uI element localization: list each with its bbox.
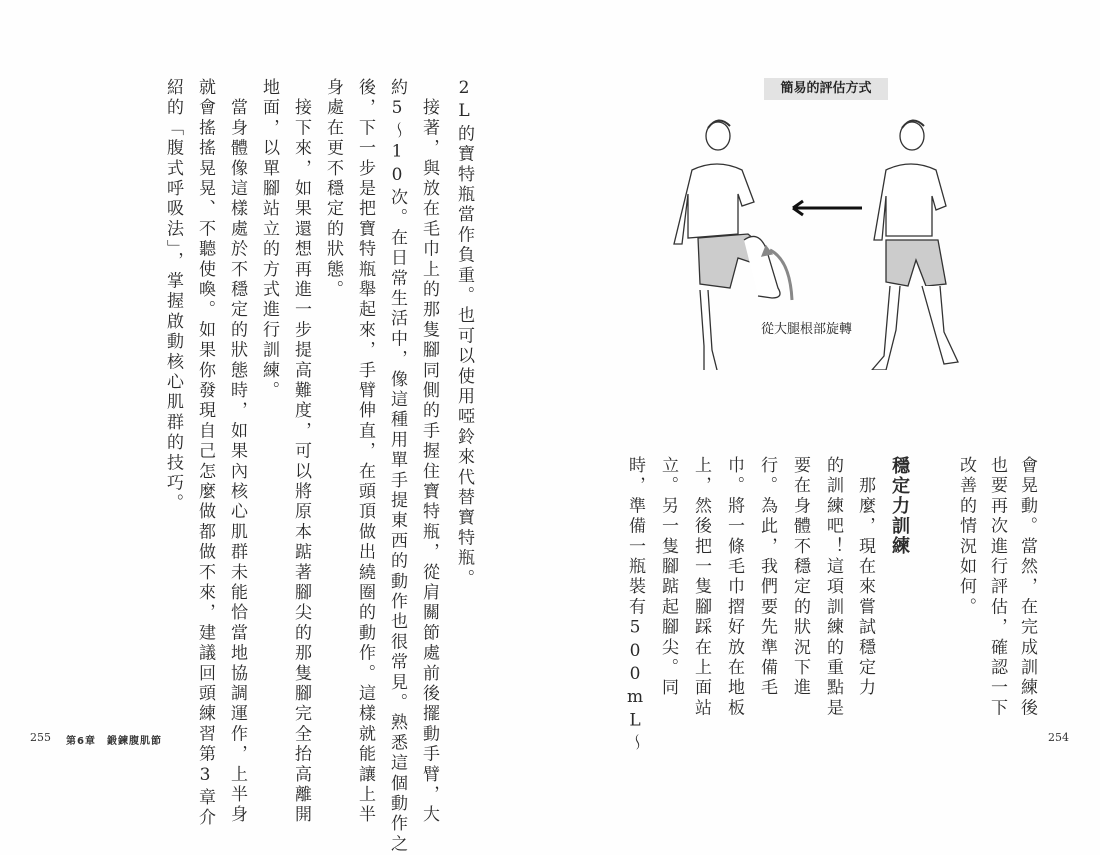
page-number: 255 <box>30 731 51 744</box>
figure-title: 簡易的評估方式 <box>764 78 888 100</box>
text-column: 就會搖搖晃晃、不聽使喚。如果你發現自己怎麼做都做不來，建議回頭練習第3章介 <box>195 78 215 829</box>
text-column: 當身體像這樣處於不穩定的狀態時，如果內核心肌群未能恰當地協調運作，上半身 <box>227 78 247 826</box>
text-column: 地面，以單腳站立的方式進行訓練。 <box>259 78 279 402</box>
text-column: 2L的寶特瓶當作負重。也可以使用啞鈴來代替寶特瓶。 <box>454 78 474 589</box>
page-number: 254 <box>1048 731 1069 744</box>
text-column: 時，準備一瓶裝有500mL～ <box>625 456 645 754</box>
text-column: 會晃動。當然，在完成訓練後 <box>1017 456 1037 719</box>
text-column: 那麼，現在來嘗試穩定力 <box>855 456 875 699</box>
text-column: 的訓練吧！這項訓練的重點是 <box>823 456 843 719</box>
text-column: 接著，與放在毛巾上的那隻腳同側的手握住寶特瓶，從肩關節處前後擺動手臂，大 <box>419 78 439 826</box>
text-column: 巾。將一條毛巾摺好放在地板 <box>724 456 744 719</box>
text-column: 紹的「腹式呼吸法」，掌握啟動核心肌群的技巧。 <box>163 78 183 514</box>
figure-caption: 從大腿根部旋轉 <box>761 322 853 337</box>
text-column: 立。另一隻腳踮起腳尖。同 <box>658 456 678 699</box>
text-column: 要在身體不穩定的狀況下進 <box>790 456 810 699</box>
text-column: 接下來，如果還想再進一步提高難度，可以將原本踮著腳尖的那隻腳完全抬高離開 <box>291 78 311 826</box>
left-arrow-icon <box>793 201 862 215</box>
text-column: 行。為此，我們要先準備毛 <box>757 456 777 699</box>
text-column: 上，然後把一隻腳踩在上面站 <box>691 456 711 719</box>
chapter-title: 第6章 鍛鍊腹肌節 <box>66 736 162 747</box>
text-column: 約5～10次。在日常生活中，像這種用單手提東西的動作也很常見。熟悉這個動作之 <box>387 78 407 855</box>
text-column: 也要再次進行評估，確認一下 <box>987 456 1007 719</box>
text-column: 身處在更不穩定的狀態。 <box>323 78 343 301</box>
person-standing-icon <box>872 120 958 370</box>
text-column: 後，下一步是把寶特瓶舉起來，手臂伸直，在頭頂做出繞圈的動作。這樣就能讓上半 <box>355 78 375 826</box>
section-heading: 穩定力訓練 <box>889 456 910 556</box>
text-column: 改善的情況如何。 <box>956 456 976 618</box>
